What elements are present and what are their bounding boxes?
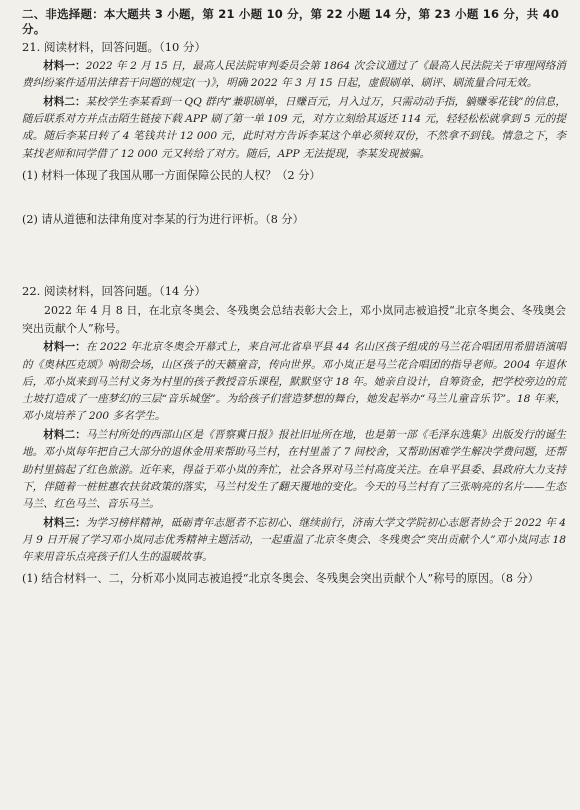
q21-material-2-label: 材料二： — [43, 96, 86, 109]
q22-material-1-label: 材料一： — [43, 341, 86, 354]
q22-material-1 — [22, 339, 566, 425]
q21-material-1-label: 材料一： — [43, 59, 86, 72]
answer-space — [22, 183, 566, 207]
q21-subquestion-1: (1) 材料一体现了我国从哪一方面保障公民的人权？（2 分） — [22, 168, 321, 182]
q22-material-3-text: 为学习榜样精神，砥砺青年志愿者不忘初心、继续前行，济南大学文学院初心志愿者协会于 2022 年 4 月 9 日开展了学习邓小岚同志优秀精神主题活动，一起重温了北京冬奥会、冬残奥会“突出贡献个人”邓小岚同志 18 年来用音乐点亮孩子们人生的温暖故事。 — [22, 517, 566, 564]
q21-subquestion-2: (2) 请从道德和法律角度对李某的行为进行评析。（8 分） — [22, 213, 304, 227]
q21-material-1 — [22, 58, 566, 92]
q22-intro: 2022 年 4 月 8 日，在北京冬奥会、冬残奥会总结表彰大会上，邓小岚同志被追授“北京冬奥会、冬残奥会突出贡献个人”称号。 — [22, 303, 566, 335]
q22-material-2 — [22, 427, 566, 513]
q21-material-2 — [22, 94, 566, 163]
question-22-title: 22. 阅读材料，回答问题。（14 分） — [22, 283, 206, 298]
q22-material-2-text: 马兰村所处的西部山区是《晋察冀日报》报社旧址所在地，也是第一部《毛泽东选集》出版发行的诞生地。邓小岚每年把自己大部分的退休金用来帮助马兰村，在村里盖了 7 间校舍，又帮助困难学生解决学费问题，还帮助村里搞起了红色旅游。近年来，得益于邓小岚的奔忙，社会各界对马兰村高度关注。在阜平县委、县政府大力支持下，伴随着一桩桩惠农扶贫政策的落实，马兰村发生了翻天覆地的变化。今天的马兰村有了三张响亮的名片——生态马兰、红色马兰、音乐马兰。 — [22, 429, 566, 510]
q22-material-2-label: 材料二： — [43, 429, 86, 442]
answer-space — [22, 228, 566, 282]
section-header: 二、非选择题：本大题共 3 小题，第 21 小题 10 分，第 22 小题 14 分，第 23 小题 16 分，共 40 分。 — [22, 7, 560, 36]
question-21 — [22, 40, 566, 282]
q22-material-3-label: 材料三： — [43, 517, 86, 529]
q22-subquestion-1: (1) 结合材料一、二，分析邓小岚同志被追授“北京冬奥会、冬残奥会突出贡献个人”称号的原因。（8 分） — [22, 572, 539, 586]
q22-material-3 — [22, 515, 566, 566]
question-22 — [22, 284, 566, 587]
question-21-title: 21. 阅读材料，回答问题。（10 分） — [22, 39, 206, 54]
q21-material-2-text: 某校学生李某看到一 QQ 群内“兼职刷单，日赚百元，月入过万，只需动动手指，躺赚零花钱”的信息，随后联系对方并点击陌生链接下载 APP 刷了第一单 109 元，对方立刻给其返还 114 元，轻轻松松就拿到 5 元的提成。随后李某日转了 4 笔钱共计 12 000 元，此时对方告诉李某这个单必须转双份，不然拿不到钱。情急之下，李某找老师和同学借了 12 000 元又转给了对方。随后，APP 无法提现，李某发现被骗。 — [22, 96, 566, 160]
q22-material-1-text: 在 2022 年北京冬奥会开幕式上，来自河北省阜平县 44 名山区孩子组成的马兰花合唱团用希腊语演唱的《奥林匹克颂》响彻会场，山区孩子的天籁童音，传向世界。邓小岚正是马兰花合唱团的指导老师。2004 年退休后，邓小岚来到马兰村义务为村里的孩子教授音乐课程，默默坚守 18 年。她亲自设计，自筹资金，把学校旁边的荒土坡打造成了一座梦幻的三层“音乐城堡”。为给孩子们营造梦想的舞台，她发起举办“马兰儿童音乐节”。18 年来，邓小岚培养了 200 多名学生。 — [22, 341, 566, 423]
q21-material-1-text: 2022 年 2 月 15 日，最高人民法院审判委员会第 1864 次会议通过了《最高人民法院关于审理网络消费纠纷案件适用法律若干问题的规定(一)》，明确 2022 年 3 月 15 日起，虚假刷单、刷评、刷流量合同无效。 — [22, 59, 566, 89]
